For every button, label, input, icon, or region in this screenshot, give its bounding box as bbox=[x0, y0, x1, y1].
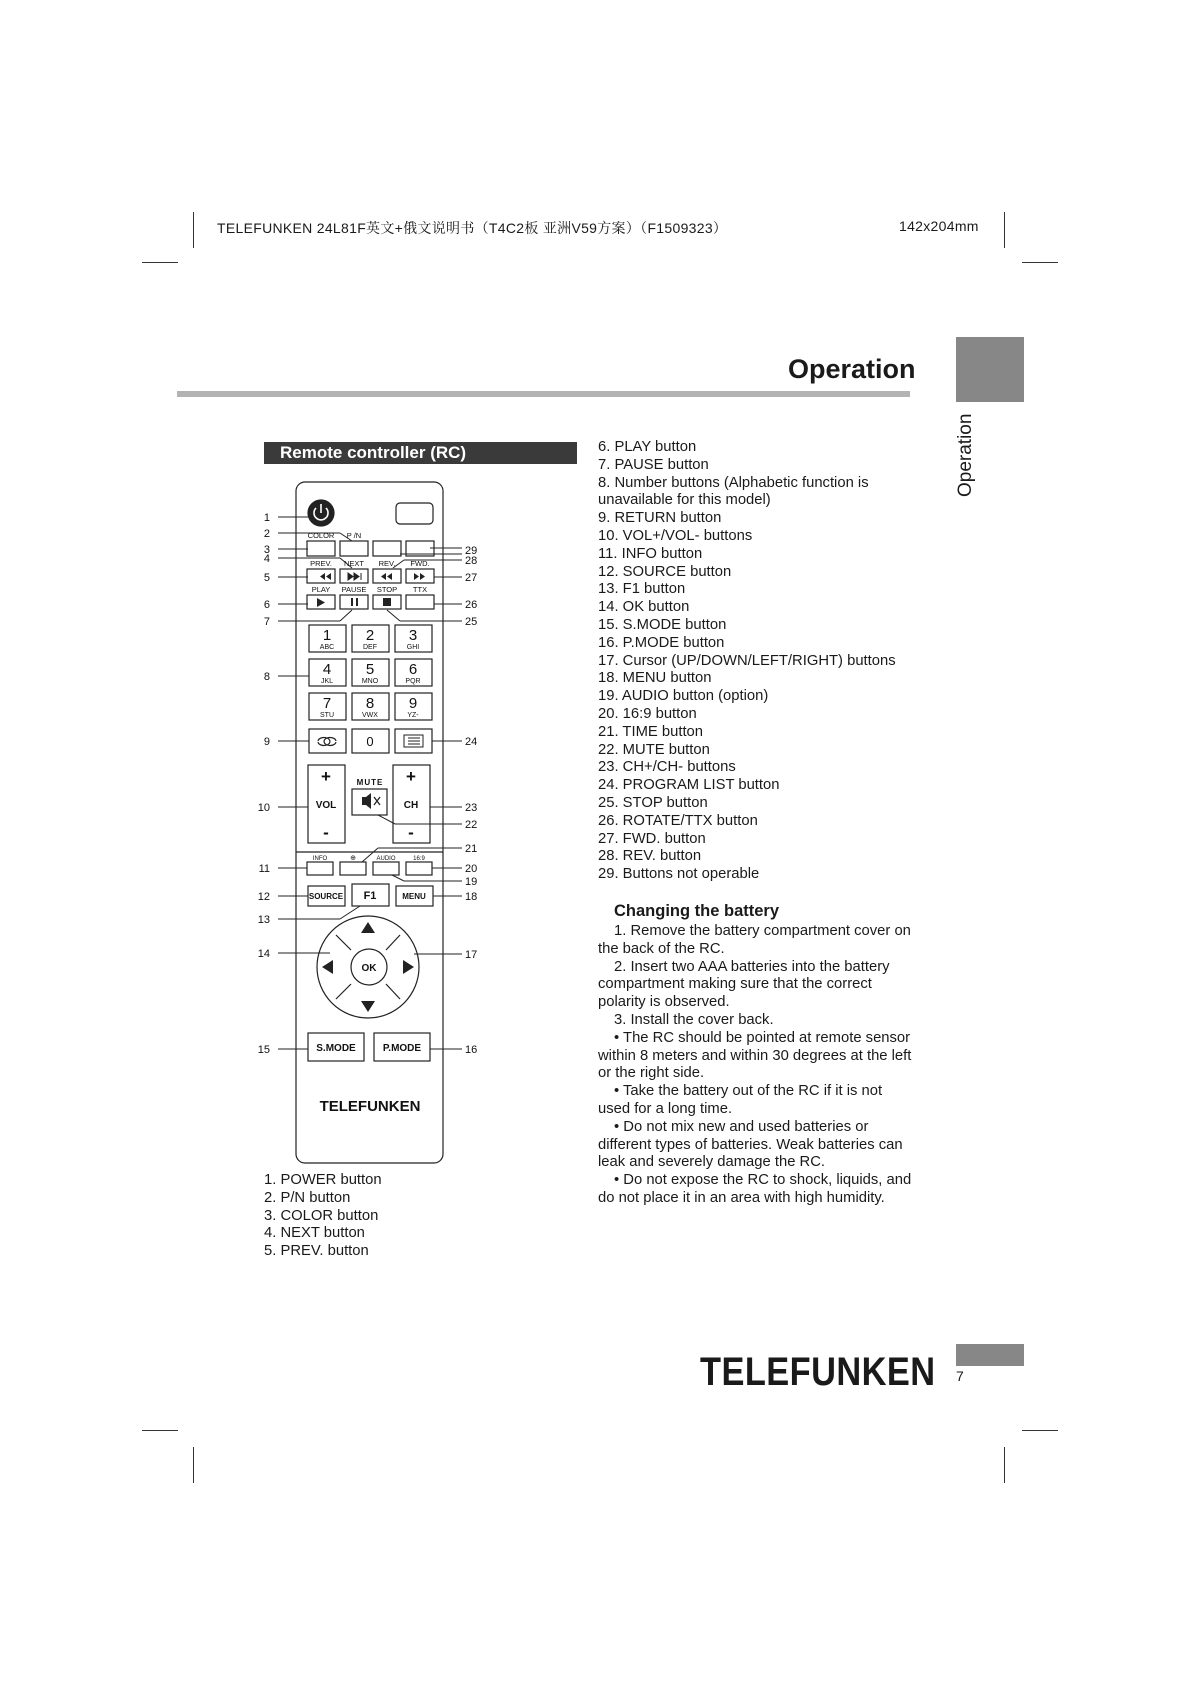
remote-brand: TELEFUNKEN bbox=[319, 1098, 421, 1115]
info-label: INFO bbox=[312, 856, 328, 862]
num-5: 5 bbox=[365, 661, 375, 678]
page-number-box bbox=[956, 1344, 1024, 1366]
battery-paragraph: • Do not expose the RC to shock, liquids, and do not place it in an area with high humidity. bbox=[598, 1172, 912, 1206]
source-label: SOURCE bbox=[308, 892, 344, 901]
time-button bbox=[340, 862, 366, 875]
callout-15: 15 bbox=[258, 1044, 270, 1056]
mute-speaker-icon bbox=[362, 793, 371, 809]
list-item: 15. S.MODE button bbox=[598, 616, 727, 633]
callout-18: 18 bbox=[465, 891, 478, 903]
smode-label: S.MODE bbox=[316, 1043, 356, 1054]
list-item: 13. F1 button bbox=[598, 581, 686, 598]
list-item: 2. P/N button bbox=[264, 1189, 351, 1206]
play-label: PLAY bbox=[311, 585, 331, 594]
title-rule bbox=[177, 391, 910, 397]
battery-paragraph: • Take the battery out of the RC if it is not used for a long time. bbox=[598, 1083, 883, 1117]
num-9-sub: YZ- bbox=[407, 712, 419, 719]
callout-27: 27 bbox=[465, 572, 478, 584]
print-header-left: TELEFUNKEN 24L81F英文+俄文说明书（T4C2板 亚洲V59方案）（F1509323） bbox=[217, 220, 728, 236]
list-item: 24. PROGRAM LIST button bbox=[598, 777, 780, 794]
callout-5: 5 bbox=[263, 572, 270, 584]
list-item: 3. COLOR button bbox=[264, 1207, 379, 1224]
callout-26: 26 bbox=[465, 599, 478, 611]
ch-plus: + bbox=[406, 767, 416, 786]
num-3: 3 bbox=[408, 627, 418, 644]
list-item: 23. CH+/CH- buttons bbox=[598, 759, 736, 776]
fwd-label: FWD. bbox=[410, 559, 430, 568]
num-1: 1 bbox=[322, 627, 332, 644]
battery-section bbox=[598, 902, 916, 1208]
list-item: 19. AUDIO button (option) bbox=[598, 688, 769, 705]
pn-button bbox=[340, 541, 368, 556]
rev-label: REV. bbox=[378, 559, 396, 568]
crop-mark bbox=[193, 1447, 194, 1483]
list-item: 18. MENU button bbox=[598, 670, 712, 687]
callout-28: 28 bbox=[465, 555, 478, 567]
print-header-right: 142x204mm bbox=[899, 218, 979, 234]
num-2: 2 bbox=[365, 627, 375, 644]
num-4-sub: JKL bbox=[320, 678, 334, 685]
return-button bbox=[309, 729, 346, 753]
ch-label: CH bbox=[403, 800, 419, 811]
down-arrow-icon bbox=[361, 1001, 375, 1012]
list-item: 6. PLAY button bbox=[598, 439, 697, 455]
battery-paragraph: 2. Insert two AAA batteries into the battery compartment making sure that the correct polarity is observed. bbox=[598, 958, 890, 1011]
page-number: 7 bbox=[956, 1368, 964, 1384]
num-7-sub: STU bbox=[320, 712, 334, 719]
page-title: Operation bbox=[788, 354, 916, 384]
prev-label: PREV. bbox=[310, 559, 332, 568]
list-item: 29. Buttons not operable bbox=[598, 866, 760, 883]
ttx-label: TTX bbox=[412, 585, 428, 594]
color-button bbox=[307, 541, 335, 556]
inoperable-button bbox=[373, 541, 401, 556]
crop-mark bbox=[1022, 1430, 1058, 1431]
crop-mark bbox=[1004, 212, 1005, 248]
info-button bbox=[307, 862, 333, 875]
list-item: 11. INFO button bbox=[598, 545, 703, 562]
battery-paragraph: 1. Remove the battery compartment cover on the back of the RC. bbox=[598, 923, 911, 957]
ok-label: OK bbox=[361, 963, 377, 974]
vol-minus: - bbox=[323, 823, 329, 842]
callout-23: 23 bbox=[465, 802, 478, 814]
list-item: 17. Cursor (UP/DOWN/LEFT/RIGHT) buttons bbox=[598, 652, 896, 669]
list-item: 25. STOP button bbox=[598, 794, 708, 811]
list-item: 1. POWER button bbox=[264, 1172, 382, 1188]
callout-14: 14 bbox=[258, 948, 270, 960]
num-8-sub: VWX bbox=[362, 712, 378, 719]
left-arrow-icon bbox=[322, 960, 333, 974]
list-item: 22. MUTE button bbox=[598, 741, 710, 758]
list-item: 9. RETURN button bbox=[598, 510, 722, 527]
rev-button bbox=[373, 569, 401, 583]
crop-mark bbox=[142, 262, 178, 263]
mute-label: MUTE bbox=[356, 778, 384, 787]
num-9: 9 bbox=[408, 695, 418, 712]
f1-label: F1 bbox=[363, 890, 377, 902]
callout-4: 4 bbox=[263, 553, 270, 565]
color-label: COLOR bbox=[307, 531, 335, 540]
callout-29: 29 bbox=[465, 545, 478, 557]
list-item: 16. P.MODE button bbox=[598, 634, 725, 651]
vol-plus: + bbox=[321, 767, 331, 786]
num-5-sub: MNO bbox=[361, 678, 379, 685]
list-item: 28. REV. button bbox=[598, 848, 702, 865]
callout-17: 17 bbox=[465, 949, 478, 961]
callout-2: 2 bbox=[263, 528, 270, 540]
time-icon: ⊕ bbox=[350, 855, 356, 862]
pn-label: P /N bbox=[346, 531, 362, 540]
callout-7: 7 bbox=[263, 616, 270, 628]
callout-13: 13 bbox=[258, 914, 270, 926]
num-3-sub: GHI bbox=[406, 644, 420, 651]
pmode-label: P.MODE bbox=[382, 1043, 422, 1054]
callout-10: 10 bbox=[258, 802, 270, 814]
list-item: 14. OK button bbox=[598, 599, 690, 616]
audio-button bbox=[373, 862, 399, 875]
callout-6: 6 bbox=[263, 599, 270, 611]
right-arrow-icon bbox=[403, 960, 414, 974]
callout-12: 12 bbox=[258, 891, 270, 903]
next-label: NEXT bbox=[343, 559, 365, 568]
stop-label: STOP bbox=[376, 585, 398, 594]
battery-paragraph: • The RC should be pointed at remote sensor within 8 meters and within 30 degrees at the left or the right side. bbox=[598, 1029, 912, 1082]
list-item: 4. NEXT button bbox=[264, 1225, 365, 1242]
callout-3: 3 bbox=[263, 544, 270, 556]
list-item: 21. TIME button bbox=[598, 723, 704, 740]
num-0: 0 bbox=[366, 734, 374, 749]
list-item: 20. 16:9 button bbox=[598, 705, 697, 722]
ch-minus: - bbox=[408, 823, 414, 842]
side-tab-box bbox=[956, 337, 1024, 402]
num-2-sub: DEF bbox=[363, 644, 377, 651]
crop-mark bbox=[142, 1430, 178, 1431]
num-6: 6 bbox=[408, 661, 418, 678]
crop-mark bbox=[1004, 1447, 1005, 1483]
button-list-left bbox=[264, 1172, 382, 1261]
ir-window bbox=[396, 503, 433, 524]
callout-1: 1 bbox=[263, 512, 270, 524]
callout-20: 20 bbox=[465, 863, 478, 875]
menu-label: MENU bbox=[402, 892, 426, 901]
list-item: 10. VOL+/VOL- buttons bbox=[598, 527, 753, 544]
ttx-button bbox=[406, 595, 434, 609]
callout-22: 22 bbox=[465, 819, 478, 831]
vol-label: VOL bbox=[315, 800, 337, 811]
crop-mark bbox=[1022, 262, 1058, 263]
ratio-label: 16:9 bbox=[413, 856, 425, 862]
crop-mark bbox=[193, 212, 194, 248]
section-heading: Remote controller (RC) bbox=[264, 442, 577, 464]
callout-11: 11 bbox=[258, 863, 270, 875]
callout-16: 16 bbox=[465, 1044, 478, 1056]
list-item: 8. Number buttons (Alphabetic function is bbox=[598, 474, 869, 491]
battery-heading: Changing the battery bbox=[614, 902, 780, 920]
remote-diagram bbox=[258, 478, 498, 1168]
callout-24: 24 bbox=[465, 736, 478, 748]
list-item: 5. PREV. button bbox=[264, 1243, 369, 1260]
list-item: 26. ROTATE/TTX button bbox=[598, 812, 758, 829]
num-6-sub: PQR bbox=[405, 678, 421, 685]
num-7: 7 bbox=[322, 695, 332, 712]
side-tab-label: Operation bbox=[955, 413, 976, 497]
callout-9: 9 bbox=[263, 736, 270, 748]
callout-25: 25 bbox=[465, 616, 478, 628]
num-8: 8 bbox=[365, 695, 375, 712]
list-item: 27. FWD. button bbox=[598, 830, 706, 847]
button-list-right bbox=[598, 439, 896, 884]
battery-paragraph: 3. Install the cover back. bbox=[614, 1011, 774, 1028]
num-4: 4 bbox=[322, 661, 332, 678]
pause-button bbox=[340, 595, 368, 609]
audio-label: AUDIO bbox=[376, 856, 396, 862]
callout-8: 8 bbox=[263, 671, 270, 683]
up-arrow-icon bbox=[361, 922, 375, 933]
list-item: unavailable for this model) bbox=[598, 492, 771, 509]
pause-label: PAUSE bbox=[341, 585, 367, 594]
list-item: 12. SOURCE button bbox=[598, 563, 732, 580]
footer-brand-logo: TELEFUNKEN bbox=[700, 1350, 936, 1394]
battery-paragraph: • Do not mix new and used batteries or different types of batteries. Weak batteries can leak and severely damage the RC. bbox=[598, 1118, 903, 1171]
callout-19: 19 bbox=[465, 876, 478, 888]
ratio-button bbox=[406, 862, 432, 875]
num-1-sub: ABC bbox=[319, 644, 335, 651]
list-item: 7. PAUSE button bbox=[598, 456, 709, 473]
callout-21: 21 bbox=[465, 843, 478, 855]
